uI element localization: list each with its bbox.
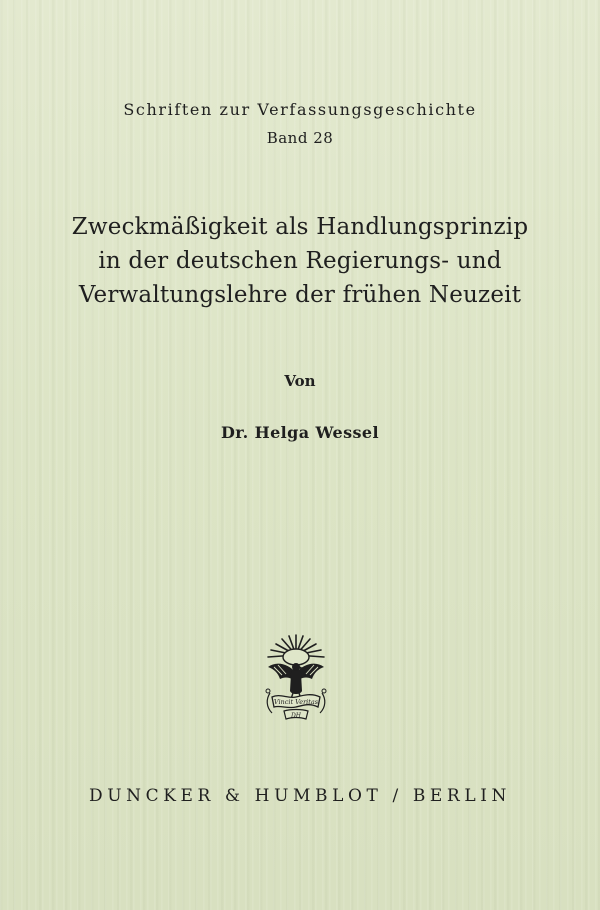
svg-text:Vincit Veritas: Vincit Veritas <box>273 698 319 706</box>
volume-number: Band 28 <box>266 129 334 147</box>
eagle-sun-emblem-icon <box>258 633 334 725</box>
title-line-3: Verwaltungslehre der frühen Neuzeit <box>78 282 522 308</box>
author-name: Dr. Helga Wessel <box>221 423 379 442</box>
series-title: Schriften zur Verfassungsgeschichte <box>123 100 477 119</box>
svg-text:DH: DH <box>290 712 302 720</box>
by-label: Von <box>284 372 316 390</box>
book-title <box>0 210 600 312</box>
title-line-2: in der deutschen Regierungs- und <box>98 248 502 274</box>
title-line-1: Zweckmäßigkeit als Handlungsprinzip <box>71 214 529 240</box>
publisher-imprint: DUNCKER & HUMBLOT / BERLIN <box>88 786 512 806</box>
